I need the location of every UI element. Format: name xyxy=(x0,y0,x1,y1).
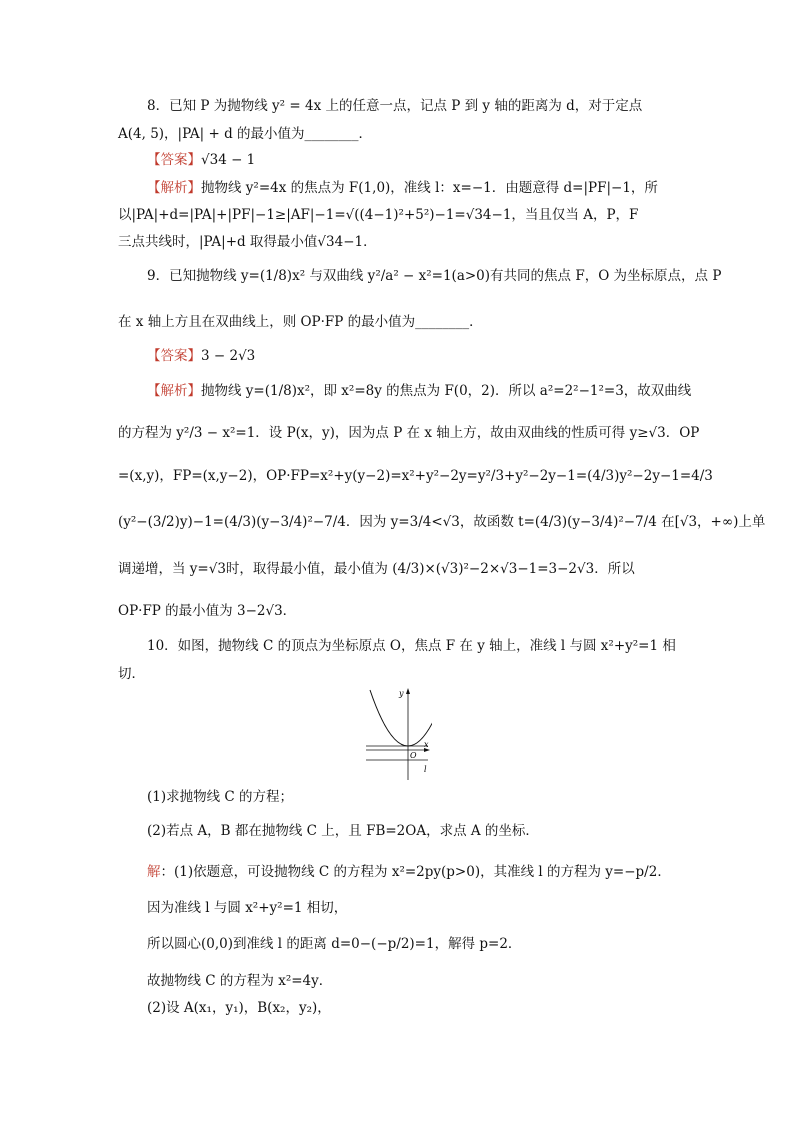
q8-analysis-2: 以|PA|+d=|PA|+|PF|−1≥|AF|−1=√((4−1)²+5²)−1=√34−1，当且仅当 A，P，F xyxy=(118,207,639,223)
q9-analysis-1 xyxy=(147,385,691,399)
parabola-figure xyxy=(366,686,432,782)
q9-answer xyxy=(147,350,255,364)
answer-value: √34 − 1 xyxy=(201,152,256,168)
q10-solution-1 xyxy=(147,866,671,880)
q10-line2: 切． xyxy=(118,666,145,682)
analysis-text: 抛物线 y²=4x 的焦点为 F(1,0)，准线 l：x=−1．由题意得 d=|PF|−1，所 xyxy=(201,180,658,196)
q10-line1: 10．如图，抛物线 C 的顶点为坐标原点 O，焦点 F 在 y 轴上，准线 l 与圆 x²+y²=1 相 xyxy=(147,638,676,654)
analysis-text: 抛物线 y=(1/8)x²，即 x²=8y 的焦点为 F(0，2)．所以 a²=2²−1²=3，故双曲线 xyxy=(201,383,692,399)
directrix-label: l xyxy=(424,765,427,774)
analysis-tag: 【解析】 xyxy=(147,180,201,196)
solution-tag: 解 xyxy=(147,864,161,880)
q8-answer xyxy=(147,154,255,168)
y-axis-label: y xyxy=(399,689,404,698)
parabola-curve xyxy=(370,690,432,746)
q9-analysis-3: =(x,y)，FP=(x,y−2)，OP·FP=x²+y(y−2)=x²+y²−2y=y²/3+y²−2y−1=(4/3)y²−2y−1=4/3 xyxy=(118,468,713,484)
analysis-tag: 【解析】 xyxy=(147,383,201,399)
q8-analysis-1 xyxy=(147,182,658,196)
answer-tag: 【答案】 xyxy=(147,348,201,364)
q10-solution-3: 所以圆心(0,0)到准线 l 的距离 d=0−(−p/2)=1，解得 p=2． xyxy=(147,936,522,952)
q10-solution-5: (2)设 A(x₁，y₁)，B(x₂，y₂)， xyxy=(147,1000,331,1016)
q8-analysis-3: 三点共线时，|PA|+d 取得最小值√34−1． xyxy=(118,234,377,250)
q9-analysis-6: OP·FP 的最小值为 3−2√3． xyxy=(118,603,297,619)
q9-analysis-4: (y²−(3/2)y)−1=(4/3)(y−3/4)²−7/4．因为 y=3/4<√3，故函数 t=(4/3)(y−3/4)²−7/4 在[√3，+∞)上单 xyxy=(118,514,766,530)
q10-part2: (2)若点 A，B 都在抛物线 C 上，且 FB=2OA，求点 A 的坐标． xyxy=(147,823,539,839)
q10-part1: (1)求抛物线 C 的方程； xyxy=(147,789,294,805)
q8-line2: A(4, 5)，|PA| + d 的最小值为________． xyxy=(118,126,373,142)
q9-line2: 在 x 轴上方且在双曲线上，则 OP·FP 的最小值为________． xyxy=(118,314,483,330)
x-axis-label: x xyxy=(424,740,429,749)
q10-solution-2: 因为准线 l 与圆 x²+y²=1 相切， xyxy=(147,900,348,916)
origin-label: O xyxy=(410,751,417,760)
q9-analysis-2: 的方程为 y²/3 − x²=1．设 P(x，y)，因为点 P 在 x 轴上方，故由双曲线的性质可得 y≥√3．OP xyxy=(118,425,700,441)
q10-solution-4: 故抛物线 C 的方程为 x²=4y． xyxy=(147,973,333,989)
solution-text: ：(1)依题意，可设抛物线 C 的方程为 x²=2py(p>0)，其准线 l 的方程为 y=−p/2． xyxy=(160,864,671,880)
q9-line1: 9．已知抛物线 y=(1/8)x² 与双曲线 y²/a² − x²=1(a>0)有共同的焦点 F，O 为坐标原点，点 P xyxy=(147,268,722,284)
q9-analysis-5: 调递增，当 y=√3时，取得最小值，最小值为 (4/3)×(√3)²−2×√3−1=3−2√3．所以 xyxy=(118,561,635,577)
q8-line1: 8．已知 P 为抛物线 y² = 4x 上的任意一点，记点 P 到 y 轴的距离为 d，对于定点 xyxy=(147,98,643,114)
answer-tag: 【答案】 xyxy=(147,152,201,168)
answer-value: 3 − 2√3 xyxy=(201,348,256,364)
y-axis-arrow xyxy=(406,688,410,694)
